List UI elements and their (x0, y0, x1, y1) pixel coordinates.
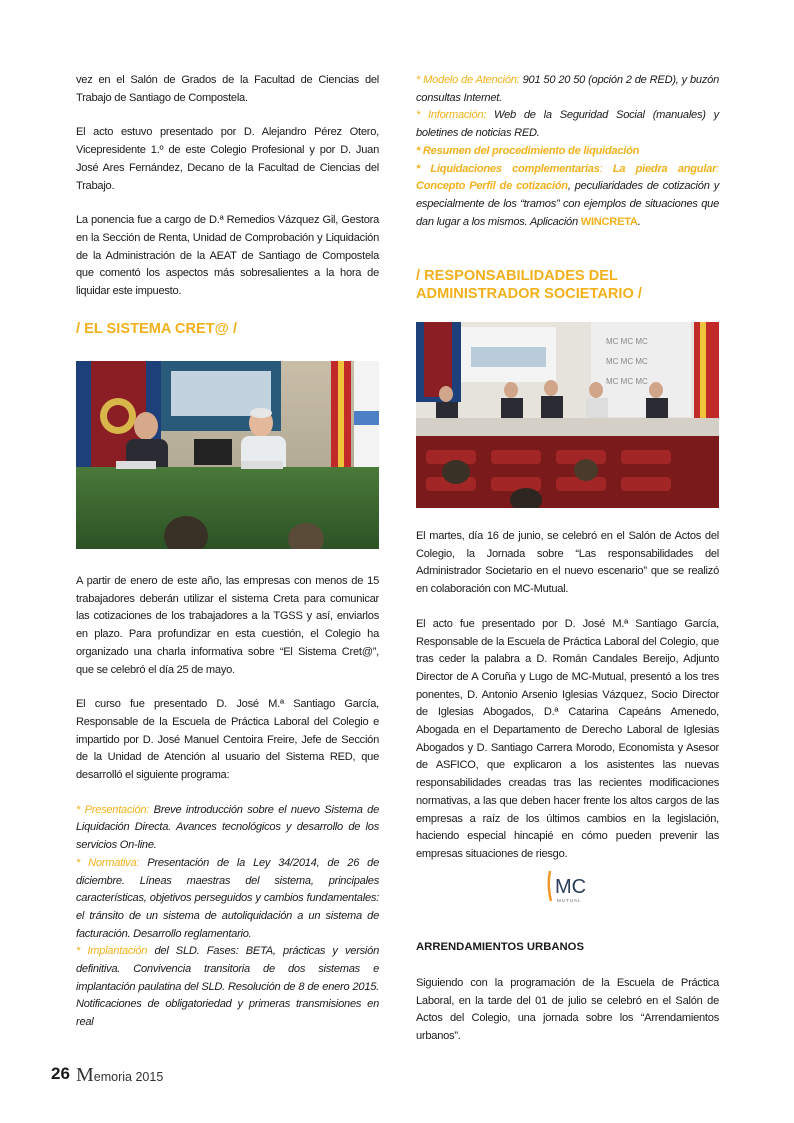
page-number: 26 (51, 1064, 70, 1083)
paragraph: La ponencia fue a cargo de D.ª Remedios Vázquez Gil, Gestora en la Sección de Renta, Unidad de Comprobación y Liquidación de la Administración de la AEAT de Santiago de Compostela que comentó los aspectos más sobresalientes a la hora de liquidar este impuesto. (76, 214, 379, 298)
photo-responsabilidades-panel (416, 322, 719, 508)
program-sep: : (516, 74, 523, 86)
program-item (76, 855, 379, 944)
program-text: Breve introducción sobre el nuevo Sistema de Liquidación Directa. Avances tecnológicos y desarrollo de los servicios On-line. (76, 803, 379, 852)
paragraph: El acto fue presentado por D. José M.ª Santiago García, Responsable de la Escuela de Práctica Laboral del Colegio, que tras ceder la palabra a D. Román Candales Bereijo, Adjunto Director de A Coruña y Lugo de MC-Mutual, presentó a los tres ponentes, D. Antonio Arsenio Iglesias Vázquez, Socio Director de Iglesias Abogados, D.ª Catarina Capeáns Amenedo, Abogada en el Departamento de Derecho Laboral de Iglesias Abogados y D. Santiago Carrera Morodo, Economista y Asesor de ASFICO, que explicaron a los asistentes las nuevas responsabilidades creadas tras las recientes modificaciones normativas, a las que deben hacer frente los altos cargos de las empresas a raíz de los últimos cambios en la legislación, haciendo especial hincapié en cómo pueden prevenir las empresas situaciones de riesgo. (416, 617, 719, 860)
program-sep: : (716, 162, 719, 175)
paragraph: El martes, día 16 de junio, se celebró en el Salón de Actos del Colegio, la Jornada sobre “Las responsabilidades del Administrador Societario en el nuevo escenario” que se realizó en colaboración con MC-Mutual. (416, 530, 719, 596)
paragraph: vez en el Salón de Grados de la Facultad de Ciencias del Trabajo de Santiago de Compostela. (76, 74, 379, 104)
program-label: * Liquidaciones complementarias (416, 162, 600, 175)
svg-text:MC MC MC: MC MC MC (606, 337, 648, 346)
program-sep: : (146, 803, 154, 816)
photo-creta-conference (76, 361, 379, 549)
left-column (76, 72, 379, 301)
program-item (416, 107, 719, 142)
program-label: * Modelo de Atención (416, 74, 517, 86)
program-text: del SLD. Fases: BETA, prácticas y versión definitiva. Convivencia transitoria de dos sistemas e implantación paulatina del SLD. Resolución de 8 de enero 2015. Notificaciones de obligatoriedad y primeras transmisiones en real (76, 945, 379, 1029)
mc-mutual-logo (545, 867, 593, 907)
svg-text:MC MC MC: MC MC MC (606, 357, 648, 366)
program-item (76, 943, 379, 1032)
program-sep: : (483, 109, 495, 122)
paragraph: A partir de enero de este año, las empresas con menos de 15 trabajadores deberán utilizar el sistema Creta para comunicar las cotizaciones de los trabajadores a la TGSS y así, enviarlos en plazo. Para profundizar en esta cuestión, el Colegio ha organizado una charla informativa sobre “El Sistema Cret@”, que se celebró el día 25 de mayo. (76, 575, 379, 676)
program-label: * Resumen del procedimiento de liquidación (416, 144, 640, 157)
program-sep: : (599, 162, 613, 175)
right-column-bottom (416, 975, 719, 1046)
program-item-liquidaciones (416, 161, 719, 232)
program-sep: : (136, 856, 148, 869)
paragraph: El curso fue presentado D. José M.ª Santiago García, Responsable de la Escuela de Práctica Laboral del Colegio e impartido por D. José Manuel Centoira Freire, Jefe de Sección de la Unidad de Atención al usuario del Sistema RED, que desarrolló el siguiente programa: (76, 698, 379, 782)
right-column-lower (416, 528, 719, 864)
program-text-end: . (637, 215, 641, 228)
program-label: * Presentación (76, 803, 147, 816)
logo-mutual-text: MUTUAL (557, 898, 582, 903)
paragraph: El acto estuvo presentado por D. Alejandro Pérez Otero, Vicepresidente 1.º de este Colegio Profesional y por D. Juan José Ares Fernández, Decano de la Facultad de Ciencias del Trabajo. (76, 126, 379, 192)
program-label: * Información (416, 109, 484, 122)
footer-title-cap: M (76, 1064, 94, 1086)
program-text: , peculiaridades de cotización y especialmente de los “tramos” con ejemplos de situaciones que dan lugar a los mismos. Aplicación (416, 180, 719, 228)
paragraph: Siguiendo con la programación de la Escuela de Práctica Laboral, en la tarde del 01 de julio se celebró en el Salón de Actos del Colegio, una jornada sobre los “Arrendamientos urbanos”. (416, 977, 719, 1043)
piedra-angular-label: La piedra angular (612, 162, 717, 175)
right-column (416, 72, 719, 231)
program-text: 901 50 20 50 (opción 2 de RED), y buzón consultas Internet. (416, 74, 719, 104)
program-text: Presentación de la Ley 34/2014, de 26 de diciembre. Líneas maestras del sistema, principales características, objetivos perseguidos y cambios fundamentales: el tránsito de un sistema de autoliquidación a un sistema de facturación. Desarrollo reglamentario. (76, 856, 379, 940)
program-item (76, 802, 379, 855)
svg-text:MC MC MC: MC MC MC (606, 377, 648, 386)
program-sep (147, 945, 154, 957)
wincreta-label: WINCRETA (580, 215, 638, 228)
footer-title (76, 1064, 163, 1087)
program-label: * Normativa (76, 856, 137, 869)
left-column-lower (76, 573, 379, 1032)
panel-photo-image (416, 322, 719, 508)
concepto-perfil-label: Concepto Perfil de cotización (416, 180, 568, 193)
program-text: Web de la Seguridad Social (manuales) y boletines de noticias RED. (416, 109, 719, 140)
program-item (416, 72, 719, 107)
footer-title-rest: emoria 2015 (93, 1070, 164, 1084)
logo-mc-text: MC (555, 876, 587, 898)
subheading-arrendamientos: ARRENDAMIENTOS URBANOS (416, 941, 584, 953)
conference-photo-image (76, 361, 379, 549)
program-item (416, 143, 719, 161)
section-heading-sistema-creta: / EL SISTEMA CRET@ / (76, 321, 237, 337)
section-heading-responsabilidades: / RESPONSABILIDADES DEL ADMINISTRADOR SOCIETARIO / (416, 268, 642, 302)
program-label: * Implantación (76, 945, 148, 958)
